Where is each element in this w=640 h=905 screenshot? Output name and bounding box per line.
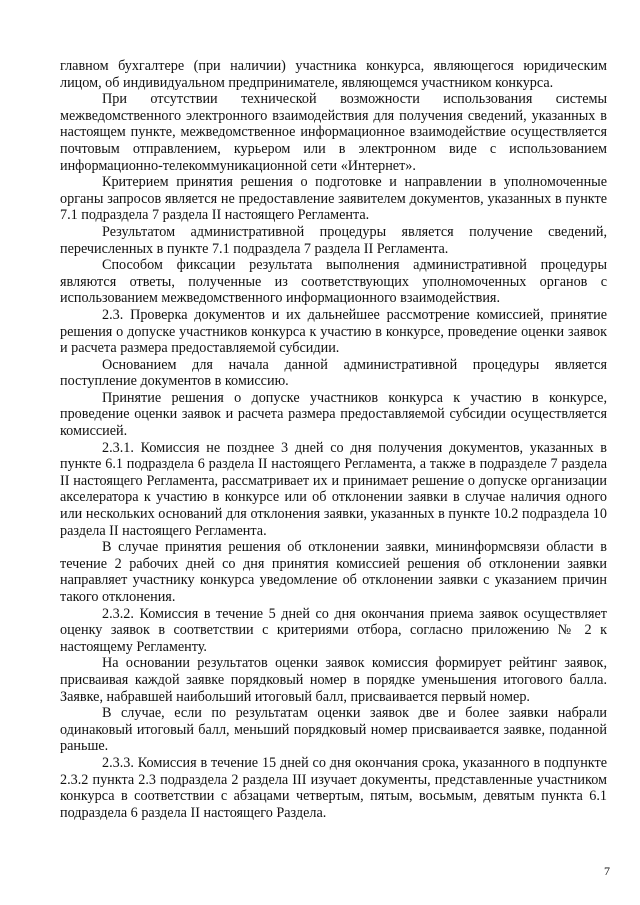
clause-2-3-2: 2.3.2. Комиссия в течение 5 дней со дня окончания приема заявок осуществляет оценку заявок в соответствии с критериями отбора, согласно приложению № 2 к настоящему Регламенту. — [60, 605, 607, 655]
paragraph: Результатом административной процедуры является получение сведений, перечисленных в пункте 7.1 подраздела 7 раздела II Регламента. — [60, 223, 607, 257]
paragraph: главном бухгалтере (при наличии) участника конкурса, являющегося юридическим лицом, об индивидуальном предпринимателе, являющемся участником конкурса. — [60, 58, 607, 91]
clause-2-3-1: 2.3.1. Комиссия не позднее 3 дней со дня получения документов, указанных в пункте 6.1 подраздела 6 раздела II настоящего Регламента, а также в подразделе 7 раздела II настоящего Регламента, рассматривает их и принимает решение о допуске организации акселератора к участию в конкурсе или об отклонении заявки в случае наличия одного или нескольких оснований для отклонения заявки, указанных в пункте 10.2 подраздела 10 раздела II настоящего Регламента. — [60, 439, 607, 539]
paragraph: На основании результатов оценки заявок комиссия формирует рейтинг заявок, присваивая каждой заявке порядковый номер в порядке уменьшения итогового балла. Заявке, набравшей наибольший итоговый балл, присваивается первый номер. — [60, 655, 607, 705]
paragraph: В случае, если по результатам оценки заявок две и более заявки набрали одинаковый итоговый балл, меньший порядковый номер присваивается заявке, поданной раньше. — [60, 705, 607, 755]
paragraph: При отсутствии технической возможности использования системы межведомственного электронного взаимодействия для получения сведений, указанных в настоящем пункте, межведомственное информационное взаимодействие осуществляется почтовым отправлением, курьером или в электронном виде с использованием информационно-телекоммуникационной сети «Интернет». — [60, 91, 607, 174]
paragraph: Критерием принятия решения о подготовке и направлении в уполномоченные органы запросов является не предоставление заявителем документов, указанных в пункте 7.1 подраздела 7 раздела II настоящего Регламента. — [60, 174, 607, 224]
page-number: 7 — [604, 864, 610, 878]
section-heading-2-3: 2.3. Проверка документов и их дальнейшее рассмотрение комиссией, принятие решения о допуске участников конкурса к участию в конкурсе, проведение оценки заявок и расчета размера предоставляемой субсидии. — [60, 306, 607, 357]
paragraph: Способом фиксации результата выполнения административной процедуры являются ответы, полученные из соответствующих уполномоченных органов с использованием межведомственного информационного взаимодействия. — [60, 257, 607, 307]
paragraph: В случае принятия решения об отклонении заявки, мининформсвязи области в течение 2 рабочих дней со дня принятия комиссией решения об отклонении заявки направляет участнику конкурса уведомление об отклонении заявки с указанием причин такого отклонения. — [60, 539, 607, 605]
clause-2-3-3: 2.3.3. Комиссия в течение 15 дней со дня окончания срока, указанного в подпункте 2.3.2 пункта 2.3 подраздела 2 раздела III изучает документы, представленные участником конкурса в соответствии с абзацами четвертым, пятым, восьмым, девятым пункта 6.1 подраздела 6 раздела II настоящего Раздела. — [60, 754, 607, 821]
paragraph: Принятие решения о допуске участников конкурса к участию в конкурсе, проведение оценки заявок и расчета размера предоставляемой субсидии осуществляется комиссией. — [60, 389, 607, 440]
paragraph: Основанием для начала данной административной процедуры является поступление документов в комиссию. — [60, 356, 607, 390]
